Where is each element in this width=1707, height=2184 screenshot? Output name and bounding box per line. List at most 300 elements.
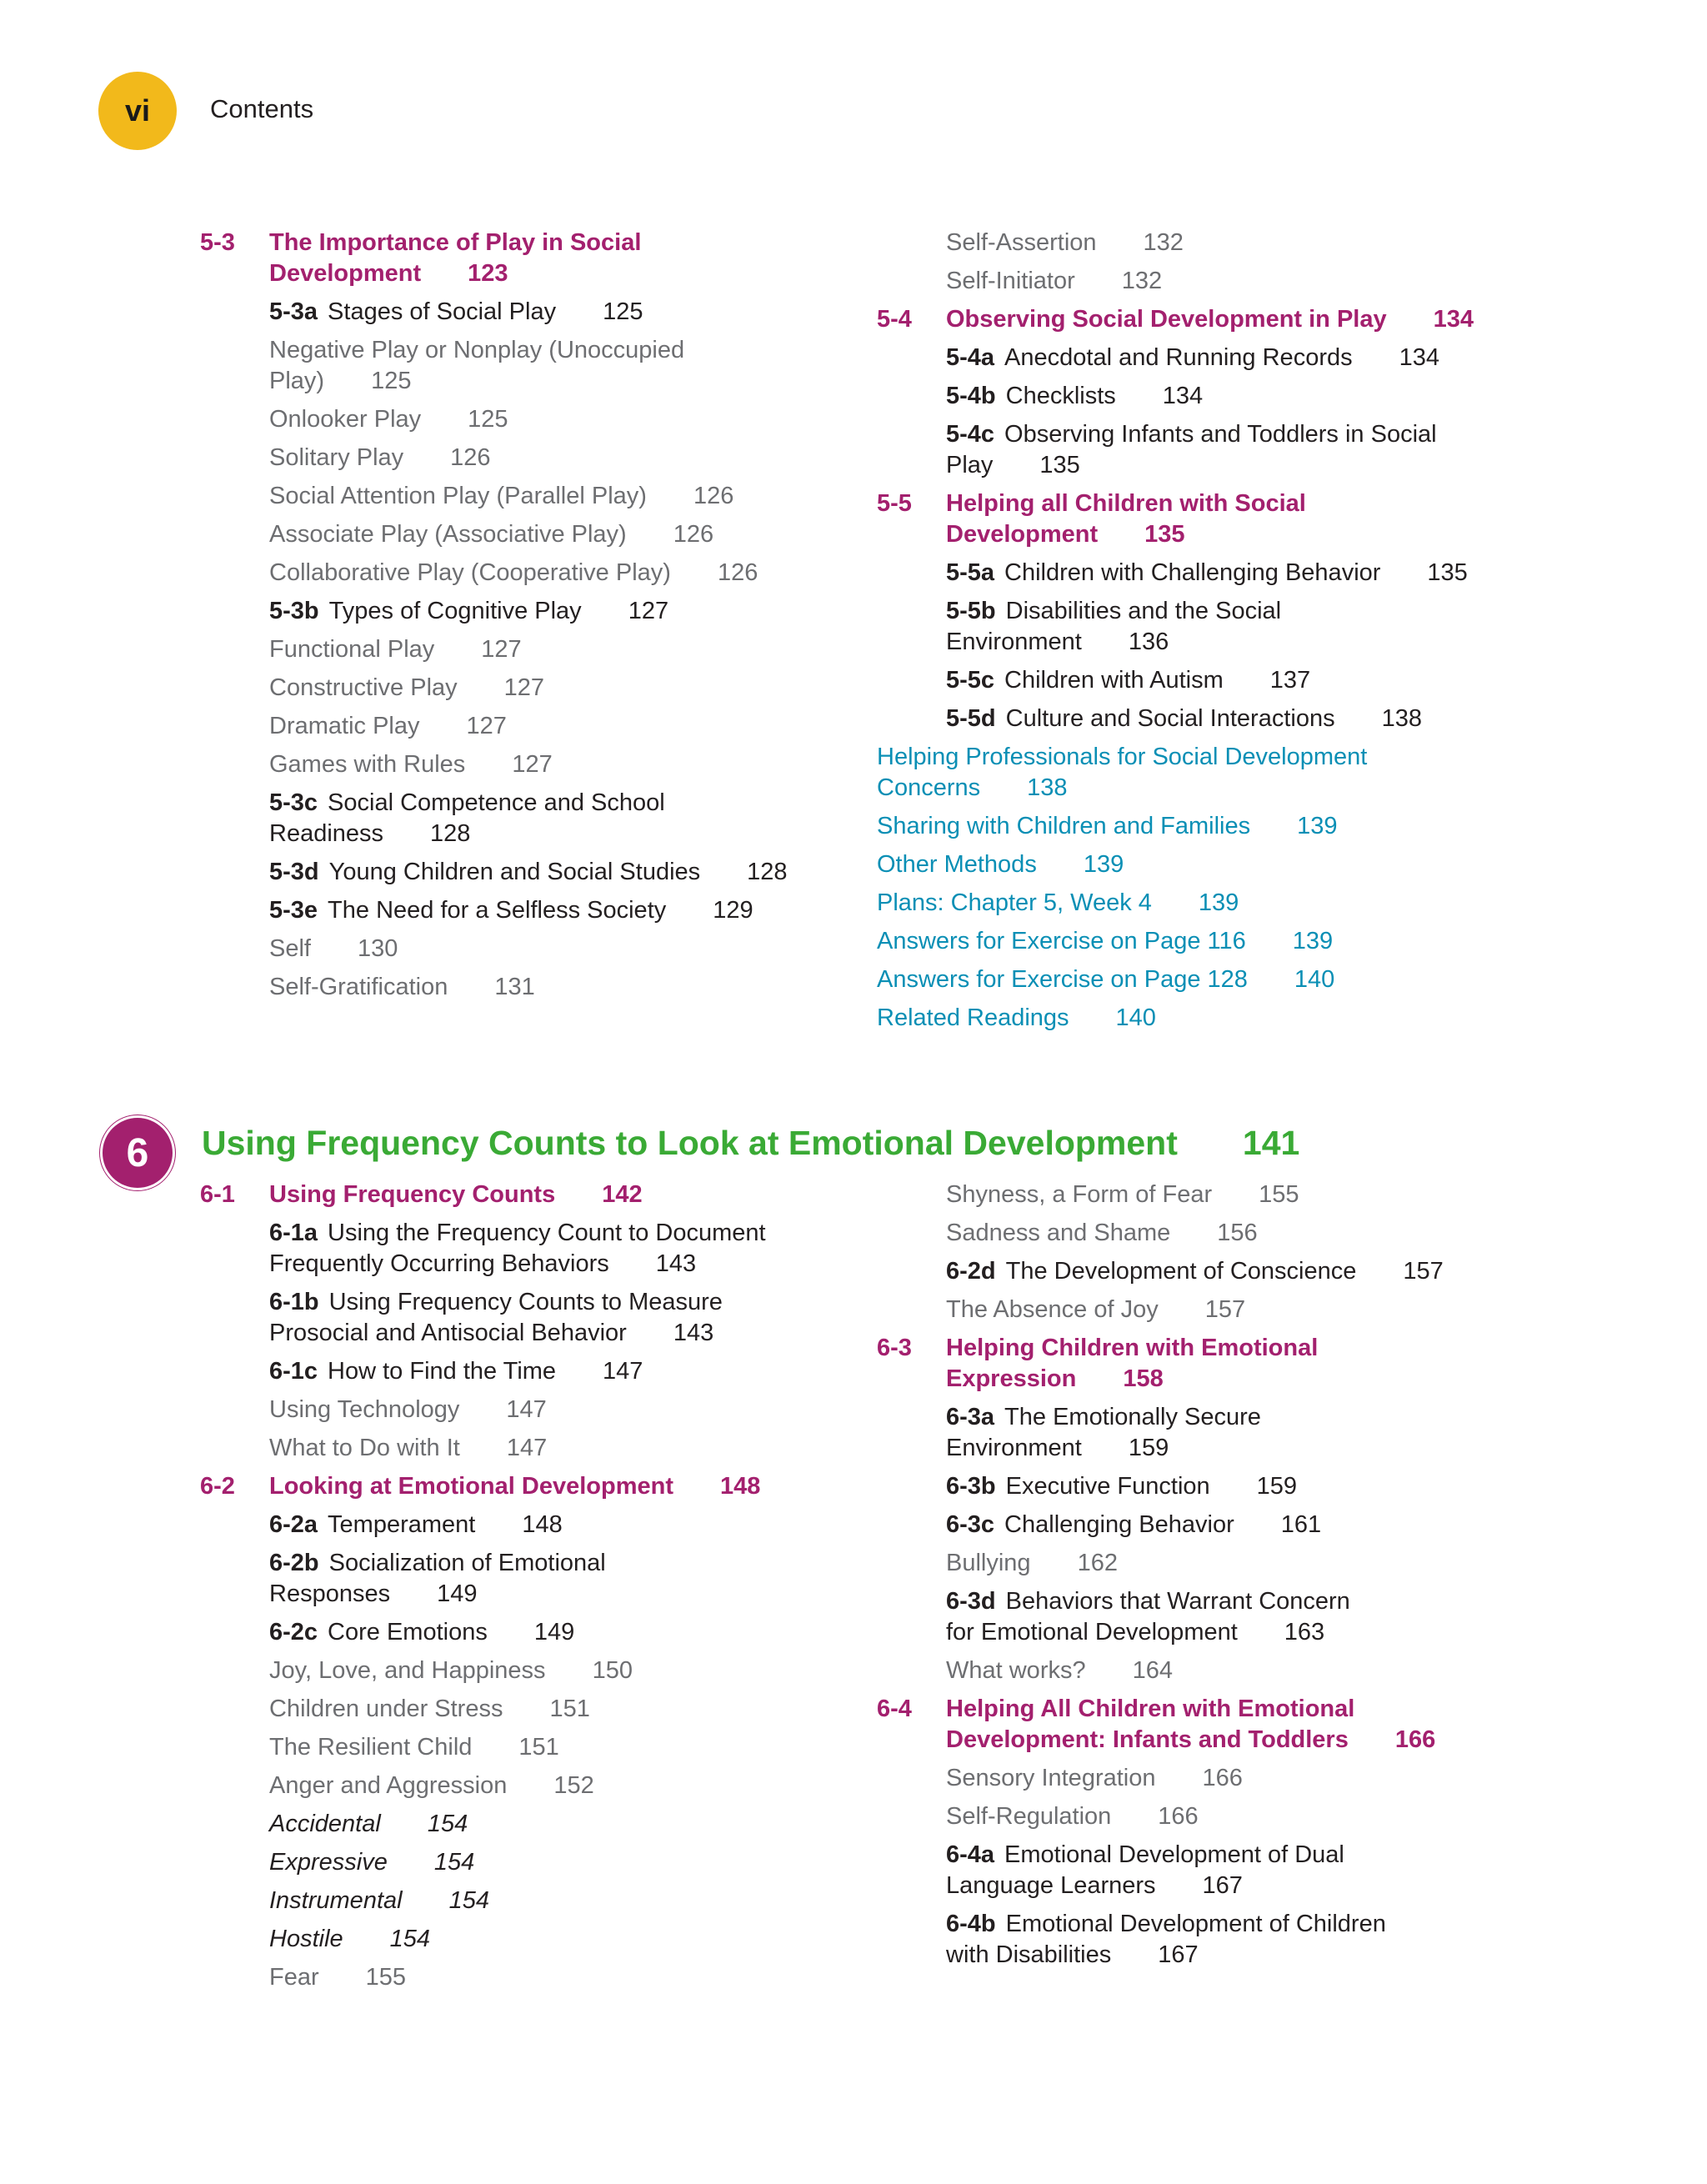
toc-entry[interactable]: [877, 1909, 1527, 1971]
page-ref: 123: [468, 260, 508, 287]
section-title: Development: [269, 260, 422, 287]
section-title: Frequently Occurring Behaviors: [269, 1250, 609, 1277]
toc-entry[interactable]: [200, 1809, 850, 1840]
section-number: 5-3c: [269, 789, 318, 816]
toc-entry[interactable]: [877, 1840, 1527, 1901]
section-title: Shyness, a Form of Fear: [946, 1181, 1213, 1208]
section-number: 6-4a: [946, 1841, 995, 1868]
toc-entry-line: [269, 1694, 850, 1725]
toc-entry-line: [269, 366, 850, 397]
toc-entry-line: [269, 404, 850, 435]
toc-entry[interactable]: [200, 749, 850, 780]
page-ref: 147: [506, 1435, 548, 1461]
page-ref: 156: [1217, 1220, 1258, 1246]
toc-entry-line: [269, 749, 850, 780]
section-title: with Disabilities: [946, 1941, 1112, 1968]
toc-entry-line: [946, 1548, 1527, 1579]
section-number: 5-4a: [946, 344, 995, 371]
toc-entry[interactable]: [200, 558, 850, 589]
section-title: Core Emotions: [328, 1619, 488, 1646]
toc-entry-line: [877, 304, 1527, 335]
toc-entry-line: [946, 1471, 1527, 1502]
page-ref: 154: [427, 1811, 468, 1837]
section-number: 6-4: [877, 1696, 912, 1722]
section-title: Social Competence and School: [328, 789, 665, 816]
page-ref: 148: [522, 1511, 563, 1538]
toc-entry-line: [269, 1656, 850, 1686]
toc-entry[interactable]: [200, 404, 850, 435]
section-title: Self-Initiator: [946, 268, 1075, 294]
toc-entry-line: [946, 1871, 1527, 1901]
page-ref: 134: [1399, 344, 1439, 371]
toc-entry-line: [946, 228, 1527, 258]
page-ref: 140: [1115, 1004, 1156, 1031]
toc-entry-line: [877, 964, 1527, 995]
section-title: Challenging Behavior: [1004, 1511, 1234, 1538]
toc-entry-line: [877, 849, 1527, 880]
toc-entry[interactable]: [877, 742, 1527, 804]
page-ref: 137: [1269, 667, 1311, 694]
toc-entry[interactable]: [200, 1962, 850, 1993]
toc-entry-line: [269, 519, 850, 550]
toc-entry[interactable]: [200, 1510, 850, 1540]
page-ref: 127: [503, 674, 545, 701]
page-ref: 158: [1123, 1365, 1164, 1392]
toc-entry[interactable]: [200, 519, 850, 550]
page-number: vi: [124, 93, 151, 128]
page-ref: 161: [1280, 1511, 1322, 1538]
toc-entry[interactable]: [200, 1886, 850, 1916]
toc-entry-line: [946, 1256, 1527, 1287]
toc-entry-line: [877, 1694, 1527, 1725]
page-ref: 151: [518, 1734, 559, 1761]
toc-entry[interactable]: [200, 1924, 850, 1955]
section-number: 6-3: [877, 1335, 912, 1361]
section-title: The Emotionally Secure: [1004, 1404, 1261, 1430]
toc-entry[interactable]: [200, 788, 850, 849]
section-title: Hostile: [269, 1926, 343, 1952]
toc-entry[interactable]: [877, 304, 1527, 335]
section-title: Children with Challenging Behavior: [1004, 559, 1381, 586]
toc-entry-line: [269, 788, 850, 819]
toc-entry-line: [269, 1924, 850, 1955]
section-number: 5-3a: [269, 298, 318, 325]
section-number: 5-5a: [946, 559, 995, 586]
toc-entry[interactable]: [877, 1656, 1527, 1686]
toc-entry-line: [200, 1180, 850, 1210]
section-title: Children with Autism: [1004, 667, 1224, 694]
toc-entry[interactable]: [200, 1218, 850, 1280]
page-ref: 128: [747, 859, 788, 885]
section-number: 5-3b: [269, 598, 319, 624]
page-ref: 147: [506, 1396, 547, 1423]
page-ref: 126: [450, 444, 491, 471]
section-number: 5-5: [877, 490, 912, 517]
page-ref: 162: [1077, 1550, 1118, 1576]
section-title: Anecdotal and Running Records: [1004, 344, 1353, 371]
toc-entry-line: [200, 228, 850, 258]
section-title: for Emotional Development: [946, 1619, 1238, 1646]
page-ref: 164: [1132, 1657, 1173, 1684]
page-ref: 157: [1204, 1296, 1246, 1323]
section-number: 6-2: [200, 1473, 235, 1500]
toc-entry-line: [946, 1909, 1527, 1940]
toc-entry-line: [269, 673, 850, 704]
section-title: Stages of Social Play: [328, 298, 557, 325]
page-ref: 152: [553, 1772, 594, 1799]
toc-entry[interactable]: [200, 481, 850, 512]
toc-column-ch6-left: [200, 1180, 850, 2001]
toc-entry[interactable]: [200, 1694, 850, 1725]
page-ref: 151: [549, 1696, 590, 1722]
section-title: Self-Gratification: [269, 974, 448, 1000]
section-title: Children under Stress: [269, 1696, 503, 1722]
page-ref: 157: [1403, 1258, 1444, 1285]
toc-entry-line: [269, 1510, 850, 1540]
toc-entry[interactable]: [200, 228, 850, 289]
page-ref: 159: [1128, 1435, 1169, 1461]
toc-entry-line: [946, 596, 1527, 627]
toc-entry[interactable]: [877, 1333, 1527, 1395]
section-number: 6-1a: [269, 1220, 318, 1246]
chapter-page: 141: [1242, 1124, 1300, 1162]
toc-entry-line: [946, 1433, 1527, 1464]
section-title: Solitary Play: [269, 444, 404, 471]
page-ref: 166: [1158, 1803, 1199, 1830]
toc-entry-line: [877, 926, 1527, 957]
toc-entry[interactable]: [200, 1433, 850, 1464]
toc-entry[interactable]: [877, 1402, 1527, 1464]
section-title: Concerns: [877, 774, 981, 801]
toc-entry[interactable]: [877, 964, 1527, 995]
toc-entry[interactable]: [877, 488, 1527, 550]
toc-entry-line: [200, 1471, 850, 1502]
toc-entry-line: [946, 665, 1527, 696]
section-number: 6-3d: [946, 1588, 996, 1615]
page-ref: 154: [433, 1849, 475, 1876]
section-title: Answers for Exercise on Page 128: [877, 966, 1248, 993]
toc-entry[interactable]: [877, 1218, 1527, 1249]
section-title: Anger and Aggression: [269, 1772, 508, 1799]
page-ref: 155: [365, 1964, 407, 1991]
toc-entry-line: [946, 1295, 1527, 1325]
section-title: Emotional Development of Dual: [1004, 1841, 1344, 1868]
toc-entry-line: [269, 972, 850, 1003]
section-title: The Need for a Selfless Society: [328, 897, 667, 924]
section-title: Games with Rules: [269, 751, 466, 778]
section-title: Disabilities and the Social: [1005, 598, 1282, 624]
section-title: How to Find the Time: [328, 1358, 557, 1385]
toc-entry[interactable]: [877, 888, 1527, 919]
toc-entry[interactable]: [877, 1548, 1527, 1579]
toc-entry-line: [269, 596, 850, 627]
toc-column-ch5-right: [877, 228, 1527, 1041]
section-number: 5-5b: [946, 598, 996, 624]
toc-entry-line: [269, 1962, 850, 1993]
section-title: Checklists: [1005, 383, 1116, 409]
page-ref: 135: [1427, 559, 1468, 586]
section-number: 5-4b: [946, 383, 996, 409]
section-title: Using Frequency Counts to Measure: [328, 1289, 723, 1315]
toc-entry-line: [946, 1656, 1527, 1686]
page-ref: 134: [1433, 306, 1474, 333]
toc-entry[interactable]: [877, 1694, 1527, 1756]
section-title: Negative Play or Nonplay (Unoccupied: [269, 337, 685, 363]
toc-entry[interactable]: [200, 934, 850, 964]
section-number: 5-3e: [269, 897, 318, 924]
toc-entry-line: [269, 634, 850, 665]
section-title: Dramatic Play: [269, 713, 420, 739]
toc-entry-line: [877, 488, 1527, 519]
section-title: Play): [269, 368, 325, 394]
toc-entry-line: [269, 1395, 850, 1425]
toc-entry-line: [946, 1364, 1527, 1395]
section-title: Looking at Emotional Development: [269, 1473, 673, 1500]
section-number: 6-3c: [946, 1511, 995, 1538]
toc-entry[interactable]: [200, 1847, 850, 1878]
toc-entry[interactable]: [877, 1295, 1527, 1325]
section-title: The Importance of Play in Social: [269, 229, 642, 256]
chapter-title[interactable]: [202, 1124, 1299, 1163]
toc-entry[interactable]: [877, 1256, 1527, 1287]
section-title: Socialization of Emotional: [328, 1550, 606, 1576]
section-number: 6-1b: [269, 1289, 319, 1315]
toc-entry[interactable]: [877, 266, 1527, 297]
section-title: Types of Cognitive Play: [328, 598, 582, 624]
page-ref: 139: [1198, 889, 1239, 916]
section-title: Social Attention Play (Parallel Play): [269, 483, 647, 509]
toc-entry-line: [946, 1801, 1527, 1832]
toc-entry-line: [269, 1218, 850, 1249]
toc-entry[interactable]: [200, 673, 850, 704]
toc-entry[interactable]: [877, 926, 1527, 957]
toc-entry[interactable]: [200, 1548, 850, 1610]
section-title: Development: [946, 521, 1099, 548]
page-number-badge: [98, 72, 177, 150]
section-title: Environment: [946, 1435, 1082, 1461]
toc-entry[interactable]: [200, 596, 850, 627]
toc-entry[interactable]: [877, 228, 1527, 258]
toc-entry[interactable]: [877, 596, 1527, 658]
toc-entry[interactable]: [877, 343, 1527, 373]
page-ref: 132: [1121, 268, 1163, 294]
section-number: 6-2b: [269, 1550, 319, 1576]
page-ref: 125: [371, 368, 412, 394]
toc-entry-line: [269, 895, 850, 926]
page-ref: 138: [1027, 774, 1068, 801]
toc-entry[interactable]: [200, 857, 850, 888]
section-title: Environment: [946, 629, 1082, 655]
toc-column-ch6-right: [877, 1180, 1527, 1978]
toc-entry[interactable]: [200, 1180, 850, 1210]
page-ref: 135: [1039, 452, 1080, 478]
page-ref: 142: [602, 1181, 643, 1208]
toc-entry-line: [946, 1617, 1527, 1648]
section-title: Language Learners: [946, 1872, 1156, 1899]
toc-entry[interactable]: [877, 665, 1527, 696]
page-ref: 148: [720, 1473, 761, 1500]
toc-entry-line: [269, 558, 850, 589]
toc-entry[interactable]: [877, 1003, 1527, 1034]
section-title: Accidental: [269, 1811, 381, 1837]
section-number: 5-4: [877, 306, 912, 333]
toc-entry-line: [877, 1333, 1527, 1364]
section-title: Bullying: [946, 1550, 1031, 1576]
page-ref: 127: [512, 751, 553, 778]
page-ref: 127: [628, 598, 669, 624]
section-title: The Resilient Child: [269, 1734, 473, 1761]
toc-entry[interactable]: [200, 297, 850, 328]
page-ref: 136: [1128, 629, 1169, 655]
section-title: Helping all Children with Social: [946, 490, 1306, 517]
section-title: Onlooker Play: [269, 406, 422, 433]
page-ref: 166: [1202, 1765, 1243, 1791]
page-ref: 125: [603, 298, 643, 325]
toc-entry[interactable]: [200, 1287, 850, 1349]
toc-entry-line: [946, 266, 1527, 297]
toc-entry[interactable]: [877, 1801, 1527, 1832]
section-title: The Absence of Joy: [946, 1296, 1159, 1323]
section-number: 6-1: [200, 1181, 235, 1208]
toc-entry-line: [269, 481, 850, 512]
toc-entry[interactable]: [200, 895, 850, 926]
toc-entry-line: [946, 1725, 1527, 1756]
page-ref: 138: [1381, 705, 1422, 732]
page-ref: 135: [1144, 521, 1185, 548]
toc-entry-line: [269, 1847, 850, 1878]
section-title: Joy, Love, and Happiness: [269, 1657, 546, 1684]
toc-entry[interactable]: [877, 849, 1527, 880]
toc-entry-line: [269, 1548, 850, 1579]
toc-entry-line: [269, 443, 850, 473]
section-title: Observing Social Development in Play: [946, 306, 1387, 333]
toc-entry[interactable]: [877, 811, 1527, 842]
section-number: 6-2a: [269, 1511, 318, 1538]
section-title: Expressive: [269, 1849, 388, 1876]
toc-entry-line: [877, 811, 1527, 842]
section-title: Using Frequency Counts: [269, 1181, 556, 1208]
toc-entry[interactable]: [877, 1510, 1527, 1540]
section-title: Behaviors that Warrant Concern: [1005, 1588, 1350, 1615]
toc-entry[interactable]: [877, 1471, 1527, 1502]
section-title: Emotional Development of Children: [1005, 1911, 1386, 1937]
toc-entry[interactable]: [877, 704, 1527, 734]
toc-entry-line: [946, 1402, 1527, 1433]
chapter-number: 6: [126, 1130, 149, 1175]
toc-entry-line: [877, 742, 1527, 773]
section-number: 5-3d: [269, 859, 319, 885]
section-title: Answers for Exercise on Page 116: [877, 928, 1246, 954]
section-title: Using the Frequency Count to Document: [328, 1220, 766, 1246]
toc-entry-line: [877, 773, 1527, 804]
toc-entry-line: [946, 1510, 1527, 1540]
section-number: 6-1c: [269, 1358, 318, 1385]
page-ref: 126: [673, 521, 714, 548]
toc-entry[interactable]: [877, 1180, 1527, 1210]
page-ref: 139: [1297, 813, 1338, 839]
toc-entry-line: [946, 558, 1527, 589]
section-title: Sensory Integration: [946, 1765, 1156, 1791]
toc-entry[interactable]: [200, 972, 850, 1003]
section-title: Self-Assertion: [946, 229, 1097, 256]
section-title: Executive Function: [1005, 1473, 1210, 1500]
toc-entry[interactable]: [200, 1617, 850, 1648]
toc-entry[interactable]: [200, 711, 850, 742]
page-ref: 154: [448, 1887, 489, 1914]
section-number: 5-4c: [946, 421, 995, 448]
toc-entry[interactable]: [200, 443, 850, 473]
toc-entry[interactable]: [877, 1586, 1527, 1648]
section-title: Helping Children with Emotional: [946, 1335, 1319, 1361]
section-title: Expression: [946, 1365, 1077, 1392]
toc-entry-line: [269, 297, 850, 328]
toc-entry-line: [946, 343, 1527, 373]
toc-entry-line: [946, 1840, 1527, 1871]
toc-entry[interactable]: [200, 1656, 850, 1686]
toc-entry[interactable]: [877, 558, 1527, 589]
section-title: Functional Play: [269, 636, 435, 663]
section-title: Sadness and Shame: [946, 1220, 1171, 1246]
section-title: Temperament: [328, 1511, 476, 1538]
section-title: What works?: [946, 1657, 1086, 1684]
toc-entry-line: [946, 450, 1527, 481]
section-number: 5-5d: [946, 705, 996, 732]
toc-entry[interactable]: [877, 1763, 1527, 1794]
page-ref: 126: [717, 559, 758, 586]
page-ref: 126: [693, 483, 734, 509]
page-ref: 127: [481, 636, 522, 663]
page-ref: 163: [1284, 1619, 1325, 1646]
page-ref: 128: [430, 820, 471, 847]
page-ref: 143: [673, 1320, 714, 1346]
page-ref: 166: [1394, 1726, 1436, 1753]
section-number: 6-4b: [946, 1911, 996, 1937]
page-ref: 147: [603, 1358, 643, 1385]
section-title: Responses: [269, 1580, 391, 1607]
page-ref: 167: [1158, 1941, 1199, 1968]
toc-entry-line: [269, 335, 850, 366]
toc-entry[interactable]: [877, 381, 1527, 412]
toc-entry[interactable]: [200, 1471, 850, 1502]
section-title: Helping Professionals for Social Development: [877, 744, 1368, 770]
toc-entry[interactable]: [877, 419, 1527, 481]
page-ref: 149: [437, 1580, 478, 1607]
section-title: Plans: Chapter 5, Week 4: [877, 889, 1152, 916]
toc-entry[interactable]: [200, 1771, 850, 1801]
toc-entry[interactable]: [200, 1732, 850, 1763]
toc-entry[interactable]: [200, 634, 850, 665]
page-ref: 140: [1294, 966, 1335, 993]
section-number: 6-3b: [946, 1473, 996, 1500]
toc-entry-line: [269, 1886, 850, 1916]
section-title: Other Methods: [877, 851, 1037, 878]
section-title: The Development of Conscience: [1005, 1258, 1357, 1285]
toc-entry-line: [269, 1771, 850, 1801]
toc-entry[interactable]: [200, 335, 850, 397]
section-title: Instrumental: [269, 1887, 403, 1914]
toc-entry-line: [269, 857, 850, 888]
toc-entry[interactable]: [200, 1395, 850, 1425]
section-title: Fear: [269, 1964, 319, 1991]
running-head: Contents: [210, 94, 314, 123]
toc-entry-line: [269, 711, 850, 742]
page-ref: 132: [1143, 229, 1184, 256]
toc-entry[interactable]: [200, 1356, 850, 1387]
page-ref: 159: [1256, 1473, 1298, 1500]
chapter-number-circle: [100, 1115, 175, 1190]
section-title: Collaborative Play (Cooperative Play): [269, 559, 671, 586]
section-title: Young Children and Social Studies: [328, 859, 701, 885]
